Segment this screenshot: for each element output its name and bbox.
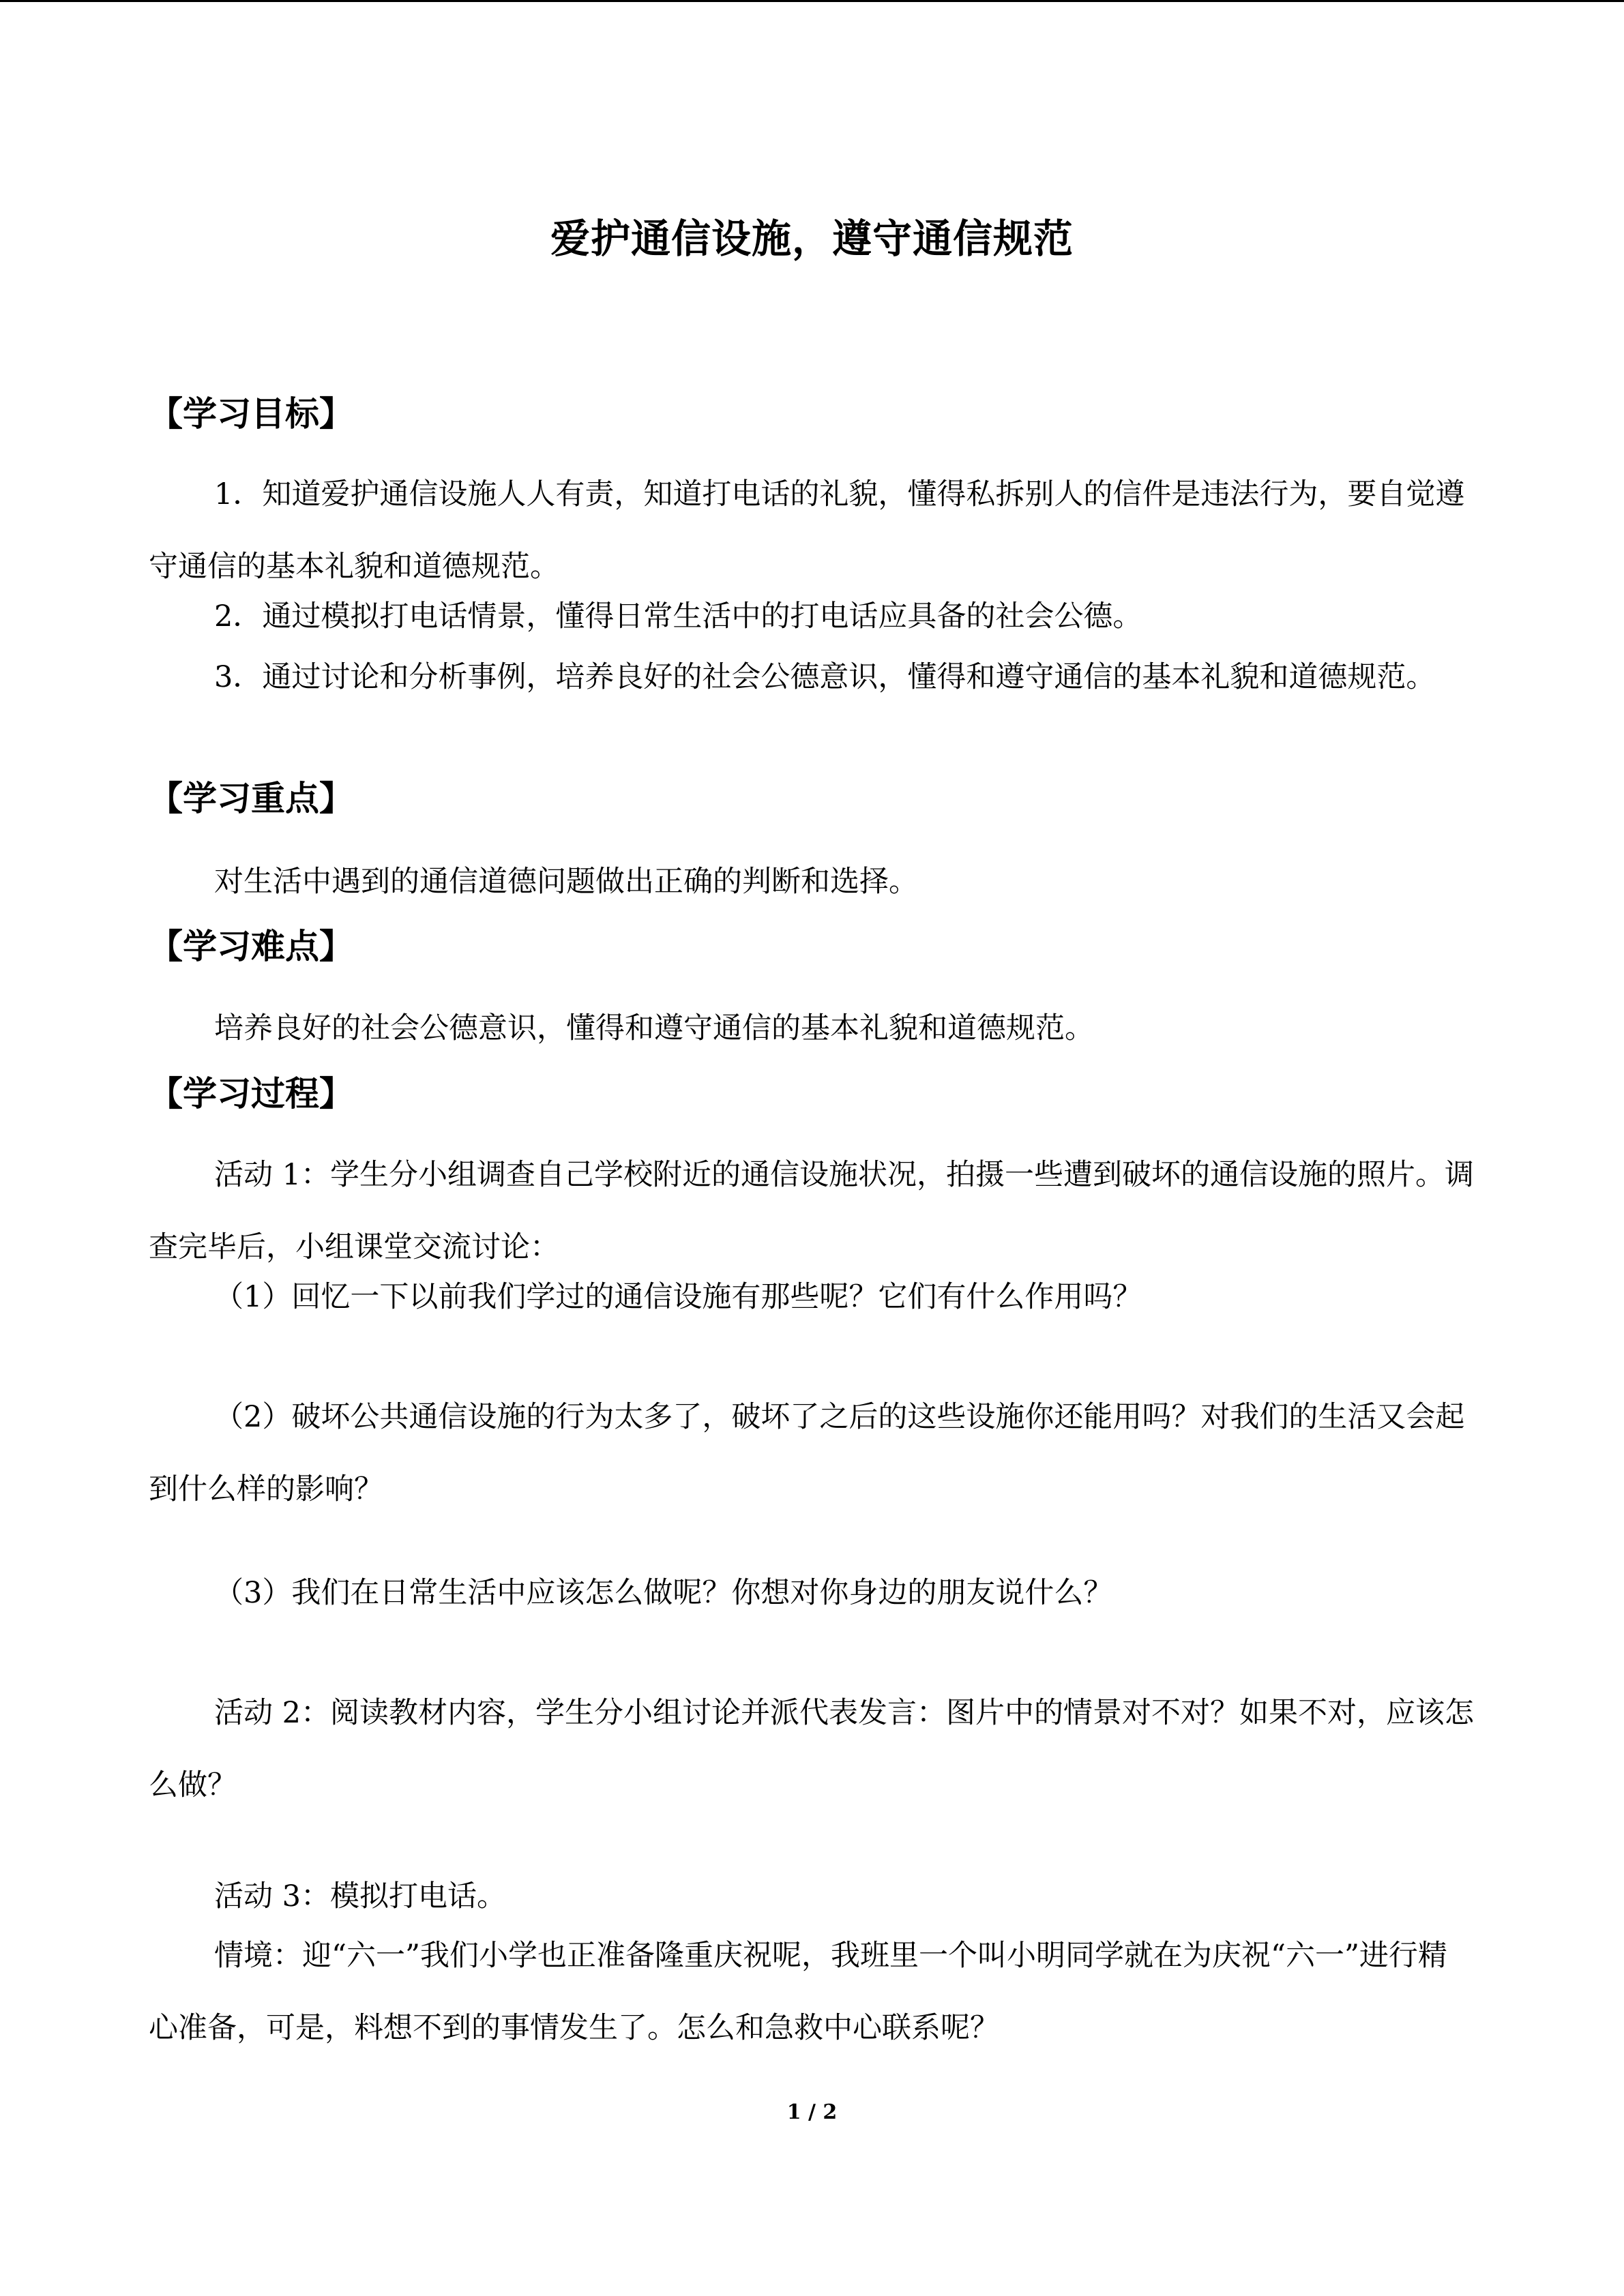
activity-3-text: 活动 3：模拟打电话。 xyxy=(214,1879,507,1913)
objective-item-1: 1．知道爱护通信设施人人有责，知道打电话的礼貌，懂得私拆别人的信件是违法行为，要自觉遵守通信的基本礼貌和道德规范。 xyxy=(149,477,1465,584)
objective-item-2: 2．通过模拟打电话情景，懂得日常生活中的打电话应具备的社会公德。 xyxy=(214,599,1142,633)
objectives-heading: 【学习目标】 xyxy=(149,394,353,434)
process-heading: 【学习过程】 xyxy=(149,1074,353,1114)
scenario-text: 情境：迎“六一”我们小学也正准备隆重庆祝呢，我班里一个叫小明同学就在为庆祝“六一”进行精心准备，可是，料想不到的事情发生了。怎么和急救中心联系呢？ xyxy=(149,1939,1447,2045)
difficulties-heading: 【学习难点】 xyxy=(149,927,353,966)
question-1: （1）回忆一下以前我们学过的通信设施有那些呢？它们有什么作用吗？ xyxy=(214,1280,1142,1314)
objective-item-3: 3．通过讨论和分析事例，培养良好的社会公德意识，懂得和遵守通信的基本礼貌和道德规范。 xyxy=(214,660,1436,694)
key-points-heading: 【学习重点】 xyxy=(149,779,353,818)
question-3: （3）我们在日常生活中应该怎么做呢？你想对你身边的朋友说什么？ xyxy=(214,1576,1113,1610)
key-points-text: 对生活中遇到的通信道德问题做出正确的判断和选择。 xyxy=(214,865,918,899)
activity-2-text: 活动 2：阅读教材内容，学生分小组讨论并派代表发言：图片中的情景对不对？如果不对，应该怎么做？ xyxy=(149,1696,1475,1802)
page-number: 1 / 2 xyxy=(786,2100,838,2124)
difficulties-text: 培养良好的社会公德意识，懂得和遵守通信的基本礼貌和道德规范。 xyxy=(214,1011,1094,1045)
question-2: （2）破坏公共通信设施的行为太多了，破坏了之后的这些设施你还能用吗？对我们的生活又会起到什么样的影响？ xyxy=(149,1400,1465,1506)
activity-1-text: 活动 1：学生分小组调查自己学校附近的通信设施状况，拍摄一些遭到破坏的通信设施的照片。调查完毕后，小组课堂交流讨论： xyxy=(149,1158,1475,1264)
document-title: 爱护通信设施，遵守通信规范 xyxy=(550,215,1074,262)
page-top-border xyxy=(0,0,1624,2)
